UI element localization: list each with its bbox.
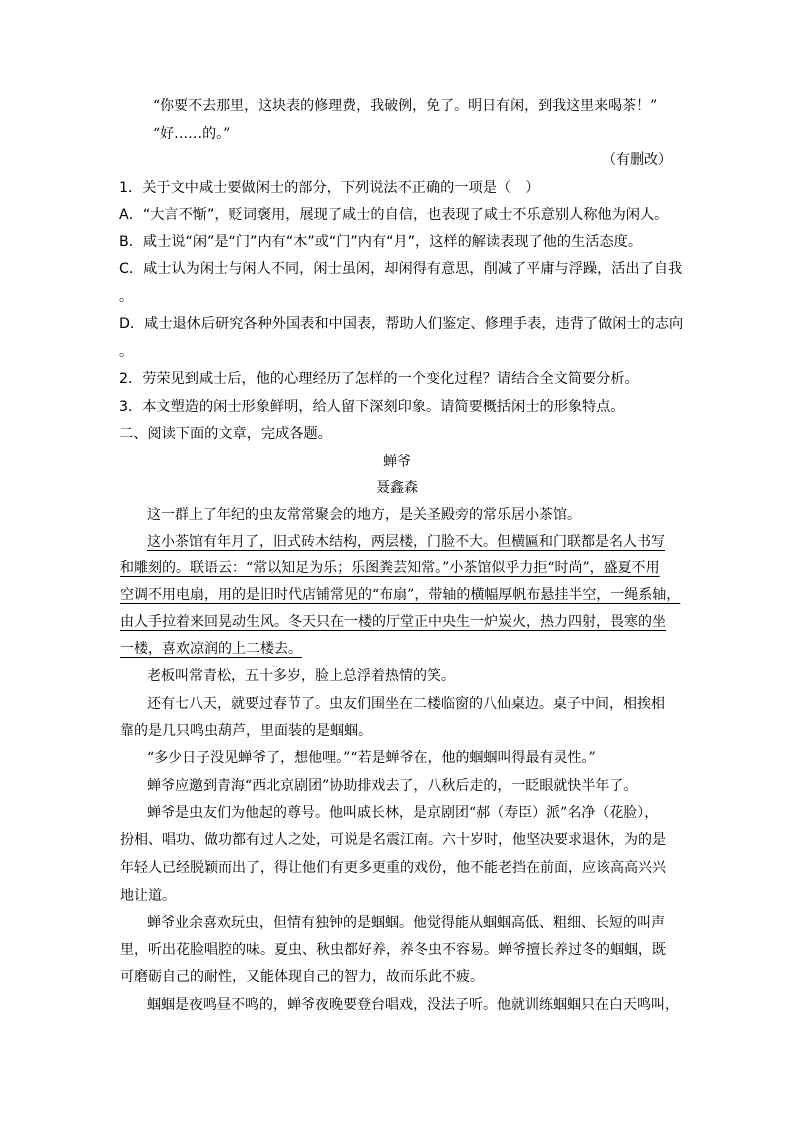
article-title: 蝉爷 — [383, 454, 411, 470]
article-author: 聂鑫森 — [376, 480, 418, 496]
paragraph-8-line-2: 里，听出花脸唱腔的味。夏虫、秋虫都好养，养冬虫不容易。蝉爷擅长养过冬的蝈蝈，既 — [120, 942, 666, 958]
paragraph-7-line-4: 地让道。 — [120, 888, 176, 904]
paragraph-7-line-2: 扮相、唱功、做功都有过人之处，可说是名震江南。六十岁时，他坚决要求退休，为的是 — [120, 832, 666, 848]
paragraph-7-line-3: 年轻人已经脱颖而出了，得让他们有更多更重的戏份，他不能老挡在前面，应该高高兴兴 — [120, 860, 666, 876]
paragraph-8-line-3: 可磨砺自己的耐性，又能体现自己的智力，故而乐此不疲。 — [120, 969, 484, 985]
question-1-option-b: B．咸士说“闲”是“门”内有“木”或“门”内有“月”，这样的解读表现了他的生活态度。 — [119, 234, 643, 250]
paragraph-4-line-2: 靠的是几只鸣虫葫芦，里面装的是蝈蝈。 — [120, 723, 372, 739]
question-1-option-c: C．咸士认为闲士与闲人不同，闲士虽闲，却闲得有意思，削减了平庸与浮躁，活出了自我 — [119, 261, 683, 277]
question-3: 3．本文塑造的闲士形象鲜明，给人留下深刻印象。请简要概括闲士的形象特点。 — [119, 399, 625, 415]
question-1-option-d: D．咸士退休后研究各种外国表和中国表，帮助人们鉴定、修理手表，违背了做闲士的志向 — [119, 316, 684, 332]
paragraph-5: “多少日子没见蝉爷了，想他哩。”“若是蝉爷在，他的蝈蝈叫得最有灵性。” — [147, 750, 596, 766]
paragraph-6: 蝉爷应邀到青海“西北京剧团”协助排戏去了，八秋后走的，一眨眼就快半年了。 — [147, 778, 638, 794]
paragraph-8-line-1: 蝉爷业余喜欢玩虫，但情有独钟的是蝈蝈。他觉得能从蝈蝈高低、粗细、长短的叫声 — [147, 915, 665, 931]
paragraph-1: 这一群上了年纪的虫友常常聚会的地方，是关圣殿旁的常乐居小茶馆。 — [147, 507, 581, 523]
question-1-stem: 1．关于文中咸士要做闲士的部分，下列说法不正确的一项是（ ） — [119, 180, 540, 196]
paragraph-4-line-1: 还有七八天，就要过春节了。虫友们围坐在二楼临窗的八仙桌边。桌子中间，相挨相 — [147, 696, 665, 712]
question-1-option-c-cont: 。 — [119, 289, 134, 305]
source-note: （有删改） — [602, 152, 672, 168]
paragraph-2-line-5: 一楼，喜欢凉润的上二楼去。 — [120, 641, 302, 657]
question-1-option-a: A．“大言不惭”，贬词褒用，展现了咸士的自信，也表现了咸士不乐意别人称他为闲人。 — [119, 207, 669, 223]
paragraph-9-line-1: 蝈蝈是夜鸣昼不鸣的，蝉爷夜晚要登台唱戏，没法子听。他就训练蝈蝈只在白天鸣叫， — [147, 997, 679, 1013]
section-heading: 二、阅读下面的文章，完成各题。 — [119, 426, 332, 442]
story-end-line-1: “你要不去那里，这块表的修理费，我破例，免了。明日有闲，到我这里来喝茶！” — [153, 98, 658, 114]
paragraph-3: 老板叫常青松，五十多岁，脸上总浮着热情的笑。 — [147, 668, 455, 684]
question-2: 2．劳荣见到咸士后，他的心理经历了怎样的一个变化过程？请结合全文简要分析。 — [119, 371, 639, 387]
story-end-line-2: “好……的。” — [153, 126, 231, 142]
paragraph-2-line-2: 和雕刻的。联语云：“常以知足为乐；乐图粪芸知常。”小茶馆似乎力拒“时尚”，盛夏不用 — [120, 560, 660, 576]
paragraph-7-line-1: 蝉爷是虫友们为他起的尊号。他叫戚长林，是京剧团“郝（寿臣）派”名净（花脸）， — [147, 805, 659, 821]
paragraph-2-line-3: 空调不用电扇，用的是旧时代店铺常见的“布扇”，带轴的横幅厚帆布悬挂半空，一绳系轴， — [120, 587, 681, 603]
paragraph-2-line-4: 由人手拉着来回晃动生风。冬天只在一楼的厅堂正中央生一炉炭火，热力四射，畏寒的坐 — [120, 614, 666, 630]
paragraph-2-line-1: 这小茶馆有年月了，旧式砖木结构，两层楼，门脸不大。但横匾和门联都是名人书写 — [147, 534, 665, 550]
question-1-option-d-cont: 。 — [119, 344, 134, 360]
